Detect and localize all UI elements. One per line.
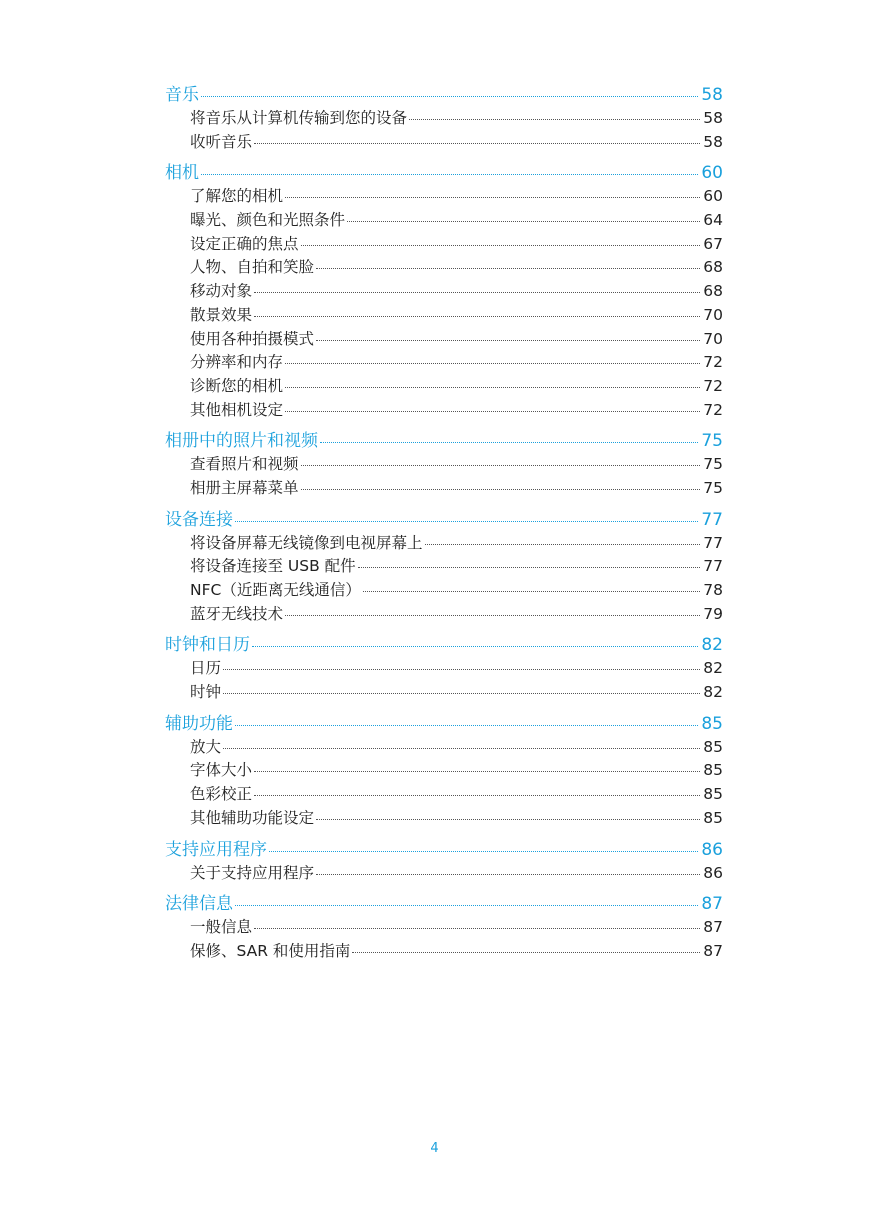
toc-entry-label: 相册主屏幕菜单 <box>190 478 299 497</box>
toc-heading-page: 82 <box>701 635 723 656</box>
toc-entry-page: 87 <box>703 941 723 960</box>
dot-leader <box>409 119 700 120</box>
toc-heading-link[interactable] <box>165 633 723 657</box>
toc-entry-link[interactable] <box>165 453 723 477</box>
toc-section <box>165 161 723 422</box>
toc-heading-title: 支持应用程序 <box>165 839 267 860</box>
toc-entry-page: 79 <box>703 604 723 623</box>
toc-entry-label: 关于支持应用程序 <box>190 863 315 882</box>
toc-entry-link[interactable] <box>165 351 723 375</box>
toc-entry-label: 时钟 <box>190 683 222 702</box>
toc-heading-page: 60 <box>701 163 723 184</box>
toc-entry-link[interactable] <box>165 477 723 501</box>
toc-entry-page: 75 <box>703 478 723 497</box>
toc-heading-page: 86 <box>701 839 723 860</box>
dot-leader <box>235 521 698 522</box>
toc-entry-link[interactable] <box>165 131 723 155</box>
dot-leader <box>425 544 701 545</box>
toc-heading-title: 相机 <box>165 163 199 184</box>
dot-leader <box>285 615 700 616</box>
dot-leader <box>358 567 701 568</box>
toc-section <box>165 508 723 627</box>
toc-entry-page: 70 <box>703 305 723 324</box>
toc-entry-label: NFC（近距离无线通信） <box>190 581 361 599</box>
toc-heading-link[interactable] <box>165 712 723 736</box>
toc-section <box>165 838 723 886</box>
toc-entry-link[interactable] <box>165 328 723 352</box>
toc-entry-label: 收听音乐 <box>190 132 253 151</box>
toc-entry-page: 85 <box>703 785 723 804</box>
toc-heading-link[interactable] <box>165 161 723 185</box>
toc-entry-link[interactable] <box>165 579 723 603</box>
dot-leader <box>223 748 700 749</box>
toc-entry-label: 了解您的相机 <box>190 187 284 206</box>
toc-heading-title: 相册中的照片和视频 <box>165 431 318 452</box>
dot-leader <box>352 952 700 953</box>
dot-leader <box>254 771 700 772</box>
toc-entry-page: 87 <box>703 918 723 937</box>
dot-leader <box>316 268 700 269</box>
toc-entry-label: 诊断您的相机 <box>190 376 284 395</box>
toc-heading-page: 75 <box>701 431 723 452</box>
toc-entry-link[interactable] <box>165 916 723 940</box>
dot-leader <box>235 725 698 726</box>
toc-entry-page: 77 <box>703 533 723 552</box>
toc-entry-page: 72 <box>703 400 723 419</box>
toc-entry-link[interactable] <box>165 304 723 328</box>
toc-entry-label: 其他相机设定 <box>190 400 284 419</box>
toc-section <box>165 429 723 500</box>
toc-entry-link[interactable] <box>165 940 723 964</box>
dot-leader <box>316 819 700 820</box>
toc-heading-link[interactable] <box>165 83 723 107</box>
toc-entry-page: 58 <box>703 109 723 127</box>
toc-entry-page: 77 <box>703 557 723 576</box>
toc-entry-page: 72 <box>703 376 723 395</box>
toc-entry-page: 85 <box>703 761 723 780</box>
toc-section <box>165 83 723 154</box>
dot-leader <box>301 489 701 490</box>
toc-heading-link[interactable] <box>165 892 723 916</box>
toc-entry-link[interactable] <box>165 280 723 304</box>
toc-entry-label: 其他辅助功能设定 <box>190 808 315 827</box>
dot-leader <box>301 465 701 466</box>
toc-entry-label: 将音乐从计算机传输到您的设备 <box>190 109 408 127</box>
toc-entry-page: 82 <box>703 659 723 678</box>
toc-heading-title: 时钟和日历 <box>165 635 250 656</box>
dot-leader <box>235 905 698 906</box>
toc-section <box>165 892 723 963</box>
toc-entry-label: 使用各种拍摄模式 <box>190 329 315 348</box>
toc-heading-page: 77 <box>701 509 723 530</box>
dot-leader <box>363 591 700 592</box>
toc-entry-link[interactable] <box>165 783 723 807</box>
toc-entry-label: 将设备连接至 USB 配件 <box>190 557 356 576</box>
dot-leader <box>285 411 700 412</box>
toc-entry-page: 85 <box>703 737 723 756</box>
dot-leader <box>316 874 700 875</box>
dot-leader <box>223 669 700 670</box>
toc-heading-page: 85 <box>701 713 723 734</box>
dot-leader <box>254 928 700 929</box>
toc-entry-page: 86 <box>703 863 723 882</box>
toc-heading-page: 58 <box>701 85 723 105</box>
dot-leader <box>254 316 700 317</box>
toc-entry-page: 78 <box>703 581 723 599</box>
toc-entry-label: 人物、自拍和笑脸 <box>190 258 315 277</box>
dot-leader <box>285 363 700 364</box>
toc-entry-link[interactable] <box>165 399 723 423</box>
toc-entry-link[interactable] <box>165 209 723 233</box>
toc-entry-page: 68 <box>703 258 723 277</box>
dot-leader <box>254 795 700 796</box>
toc-entry-label: 散景效果 <box>190 305 253 324</box>
toc-entry-label: 曝光、颜色和光照条件 <box>190 211 346 230</box>
toc-section <box>165 633 723 704</box>
page-number: 4 <box>430 1141 439 1156</box>
toc-heading-title: 辅助功能 <box>165 713 233 734</box>
toc-heading-title: 法律信息 <box>165 894 233 915</box>
dot-leader <box>301 245 701 246</box>
toc-entry-label: 日历 <box>190 659 222 678</box>
dot-leader <box>252 646 698 647</box>
dot-leader <box>316 340 700 341</box>
toc-entry-link[interactable] <box>165 256 723 280</box>
toc-section <box>165 712 723 831</box>
dot-leader <box>285 387 700 388</box>
toc-entry-label: 色彩校正 <box>190 785 253 804</box>
toc-entry-label: 保修、SAR 和使用指南 <box>190 941 351 960</box>
toc-entry-page: 67 <box>703 234 723 253</box>
toc-entry-link[interactable] <box>165 233 723 257</box>
dot-leader <box>254 143 700 144</box>
toc-entry-link[interactable] <box>165 657 723 681</box>
toc-heading-page: 87 <box>701 894 723 915</box>
toc-entry-page: 72 <box>703 353 723 372</box>
dot-leader <box>347 221 700 222</box>
toc-entry-label: 分辨率和内存 <box>190 353 284 372</box>
dot-leader <box>201 174 698 175</box>
toc-entry-link[interactable] <box>165 759 723 783</box>
toc-entry-link[interactable] <box>165 375 723 399</box>
toc-entry-page: 75 <box>703 455 723 474</box>
toc-entry-page: 70 <box>703 329 723 348</box>
toc-entry-label: 放大 <box>190 737 222 756</box>
toc-entry-label: 一般信息 <box>190 918 253 937</box>
dot-leader <box>269 851 698 852</box>
toc-heading-link[interactable] <box>165 429 723 453</box>
toc-entry-link[interactable] <box>165 532 723 556</box>
toc-entry-page: 58 <box>703 132 723 151</box>
toc-entry-link[interactable] <box>165 807 723 831</box>
toc-entry-page: 68 <box>703 282 723 301</box>
dot-leader <box>320 442 698 443</box>
toc-heading-title: 设备连接 <box>165 509 233 530</box>
toc-entry-link[interactable] <box>165 555 723 579</box>
toc-entry-label: 设定正确的焦点 <box>190 234 299 253</box>
dot-leader <box>223 693 700 694</box>
toc-entry-link[interactable] <box>165 107 723 131</box>
toc-entry-page: 82 <box>703 683 723 702</box>
toc-entry-link[interactable] <box>165 603 723 627</box>
dot-leader <box>201 96 698 97</box>
toc-entry-label: 将设备屏幕无线镜像到电视屏幕上 <box>190 533 423 552</box>
toc-entry-link[interactable] <box>165 736 723 760</box>
toc-entry-link[interactable] <box>165 862 723 886</box>
toc-heading-link[interactable] <box>165 508 723 532</box>
toc-entry-label: 查看照片和视频 <box>190 455 299 474</box>
toc-heading-title: 音乐 <box>165 85 199 105</box>
dot-leader <box>254 292 700 293</box>
toc-entry-link[interactable] <box>165 681 723 705</box>
toc-heading-link[interactable] <box>165 838 723 862</box>
toc-entry-label: 字体大小 <box>190 761 253 780</box>
dot-leader <box>285 197 700 198</box>
toc-entry-page: 60 <box>703 187 723 206</box>
toc-entry-link[interactable] <box>165 185 723 209</box>
table-of-contents <box>165 83 723 964</box>
toc-entry-page: 85 <box>703 808 723 827</box>
toc-entry-label: 蓝牙无线技术 <box>190 604 284 623</box>
toc-entry-label: 移动对象 <box>190 282 253 301</box>
toc-entry-page: 64 <box>703 211 723 230</box>
